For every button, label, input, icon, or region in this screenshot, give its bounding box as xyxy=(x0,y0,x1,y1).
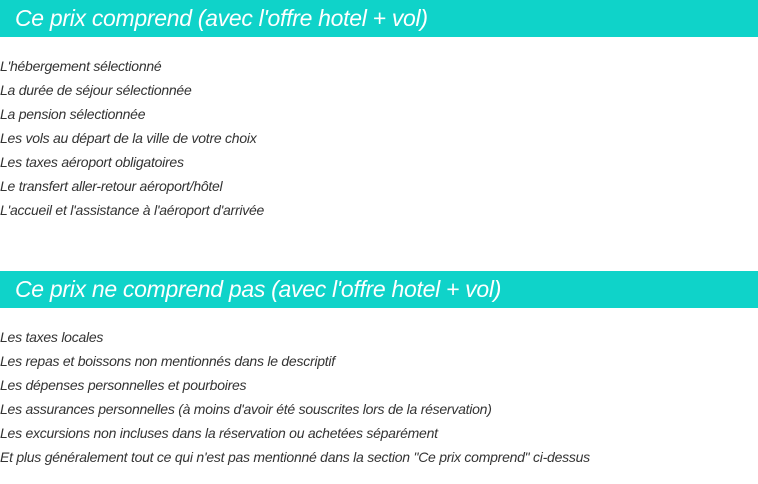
excluded-title: Ce prix ne comprend pas (avec l'offre hotel + vol) xyxy=(15,276,502,302)
included-banner xyxy=(0,0,758,37)
included-item-board: La pension sélectionnée xyxy=(0,106,146,122)
included-item-transfer: Le transfert aller-retour aéroport/hôtel xyxy=(0,178,223,194)
excluded-banner xyxy=(0,271,758,308)
included-item-assistance: L'accueil et l'assistance à l'aéroport d'arrivée xyxy=(0,202,265,218)
included-list xyxy=(0,54,264,222)
excluded-item-general: Et plus généralement tout ce qui n'est pas mentionné dans la section "Ce prix comprend" ci-dessus xyxy=(0,449,590,465)
excluded-item-meals-drinks: Les repas et boissons non mentionnés dans le descriptif xyxy=(0,353,335,369)
excluded-list xyxy=(0,325,590,469)
excluded-item-insurance: Les assurances personnelles (à moins d'avoir été souscrites lors de la réservation) xyxy=(0,401,492,417)
excluded-item-local-taxes: Les taxes locales xyxy=(0,329,104,345)
included-title: Ce prix comprend (avec l'offre hotel + vol) xyxy=(15,5,428,31)
excluded-section xyxy=(0,271,758,465)
included-item-flights: Les vols au départ de la ville de votre choix xyxy=(0,130,257,146)
included-item-stay-duration: La durée de séjour sélectionnée xyxy=(0,82,192,98)
excluded-item-excursions: Les excursions non incluses dans la réservation ou achetées séparément xyxy=(0,425,438,441)
included-section xyxy=(0,0,758,218)
excluded-item-personal-expenses: Les dépenses personnelles et pourboires xyxy=(0,377,247,393)
included-item-accommodation: L'hébergement sélectionné xyxy=(0,58,162,74)
included-item-airport-taxes: Les taxes aéroport obligatoires xyxy=(0,154,184,170)
